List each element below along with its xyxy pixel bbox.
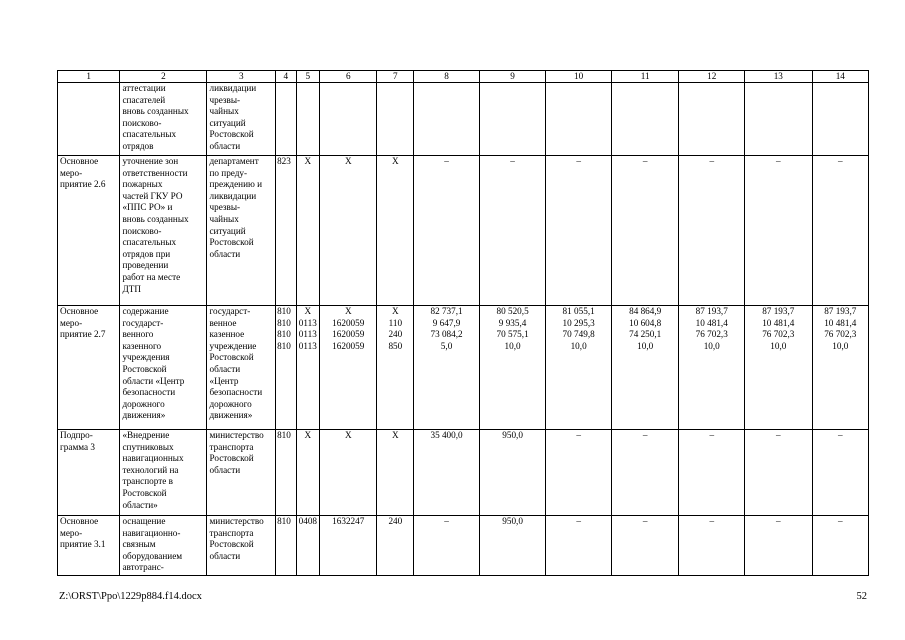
amount-cell: – [709,156,715,166]
col-header: 6 [320,71,377,83]
col-header: 8 [414,71,480,83]
description-cell: уточнение зон ответственности пожарных частей ГКУ РО «ППС РО» и вновь созданных поисково- спасательных отрядов при проведении работ на месте ДТП [122,156,189,294]
amount-cell: – [837,430,843,440]
col-header: 5 [296,71,320,83]
code-csr-cell: Х 1620059 1620059 1620059 [332,306,365,351]
table-row [58,430,869,516]
col-header: 13 [745,71,813,83]
col-header: 3 [207,71,276,83]
code-grbs-cell: 810 810 810 810 [277,306,291,351]
code-vr-cell: Х 110 240 850 [388,306,403,351]
amount-cell: – [709,516,715,526]
amount-cell: – [837,516,843,526]
code-vr-cell: 240 [388,516,403,526]
table-row [58,156,869,306]
amount-cell: – [642,156,648,166]
measure-cell: Основное меро- приятие 2.7 [60,306,106,340]
table-row [58,306,869,430]
amount-cell: – [642,430,648,440]
measure-cell: Основное меро- приятие 3.1 [60,516,106,550]
amount-cell: – [837,156,843,166]
code-vr-cell: Х [392,156,399,166]
code-csr-cell: Х [344,430,352,440]
col-header: 11 [611,71,679,83]
amount-cell: 82 737,1 9 647,9 73 084,2 5,0 [430,306,463,351]
code-csr-cell: 1632247 [332,516,365,526]
measure-cell: Подпро- грамма 3 [60,430,95,452]
executor-cell: министерство транспорта Ростовской области [209,516,264,561]
header-row [58,71,869,83]
executor-cell: департамент по преду- преждению и ликвидации чрезвы- чайных ситуаций Ростовской области [209,156,263,259]
amount-cell: 950,0 [502,516,523,526]
amount-cell: 87 193,7 10 481,4 76 702,3 10,0 [762,306,795,351]
amount-cell: – [576,430,581,440]
amount-cell: 35 400,0 [430,430,463,440]
code-rzpr-cell: Х 0113 0113 0113 [298,306,317,351]
col-header: 10 [546,71,612,83]
amount-cell: – [576,516,581,526]
amount-cell: – [444,516,449,526]
footer-file-path: Z:\ORST\Ppo\1229p884.f14.docx [59,591,202,602]
description-cell: содержание государст- венного казенного учреждения Ростовской области «Центр безопасности дорожного движения» [122,306,185,421]
amount-cell: – [576,156,581,166]
amount-cell: – [775,156,781,166]
amount-cell: – [775,430,781,440]
code-rzpr-cell: 0408 [298,516,317,526]
budget-table [57,70,869,576]
col-header: 2 [120,71,207,83]
amount-cell: 80 520,5 9 935,4 70 575,1 10,0 [496,306,529,351]
col-header: 1 [58,71,120,83]
amount-cell: 87 193,7 10 481,4 76 702,3 10,0 [695,306,728,351]
col-header: 12 [679,71,745,83]
footer-page-number: 52 [856,591,867,602]
measure-cell: Основное меро- приятие 2.6 [60,156,106,190]
col-header: 7 [377,71,414,83]
col-header: 14 [812,71,868,83]
code-rzpr-cell: Х [304,430,312,440]
amount-cell: 81 055,1 10 295,3 70 749,8 10,0 [562,306,595,351]
table-row [58,516,869,576]
amount-cell: 87 193,7 10 481,4 76 702,3 10,0 [824,306,857,351]
code-grbs-cell: 810 [277,516,291,526]
table-row [58,83,869,156]
amount-cell: – [642,516,648,526]
description-cell: аттестации спасателей вновь созданных поисково- спасательных отрядов [122,83,189,151]
amount-cell: – [444,156,449,166]
amount-cell: 950,0 [502,430,523,440]
col-header: 9 [479,71,546,83]
code-rzpr-cell: Х [304,156,312,166]
amount-cell: – [510,156,515,166]
executor-cell: государст- венное казенное учреждение Ростовской области «Центр безопасности дорожного движения» [209,306,263,421]
executor-cell: министерство транспорта Ростовской области [209,430,264,475]
executor-cell: ликвидации чрезвы- чайных ситуаций Ростовской области [209,83,257,151]
code-csr-cell: Х [344,156,352,166]
code-grbs-cell: 823 [277,156,291,166]
description-cell: оснащение навигационно- связным оборудованием автотранс- [122,516,183,573]
code-vr-cell: Х [392,430,399,440]
col-header: 4 [276,71,296,83]
amount-cell: 84 864,9 10 604,8 74 250,1 10,0 [629,306,662,351]
amount-cell: – [709,430,715,440]
description-cell: «Внедрение спутниковых навигационных технологий на транспорте в Ростовской области» [122,430,184,510]
amount-cell: – [775,516,781,526]
code-grbs-cell: 810 [277,430,291,440]
